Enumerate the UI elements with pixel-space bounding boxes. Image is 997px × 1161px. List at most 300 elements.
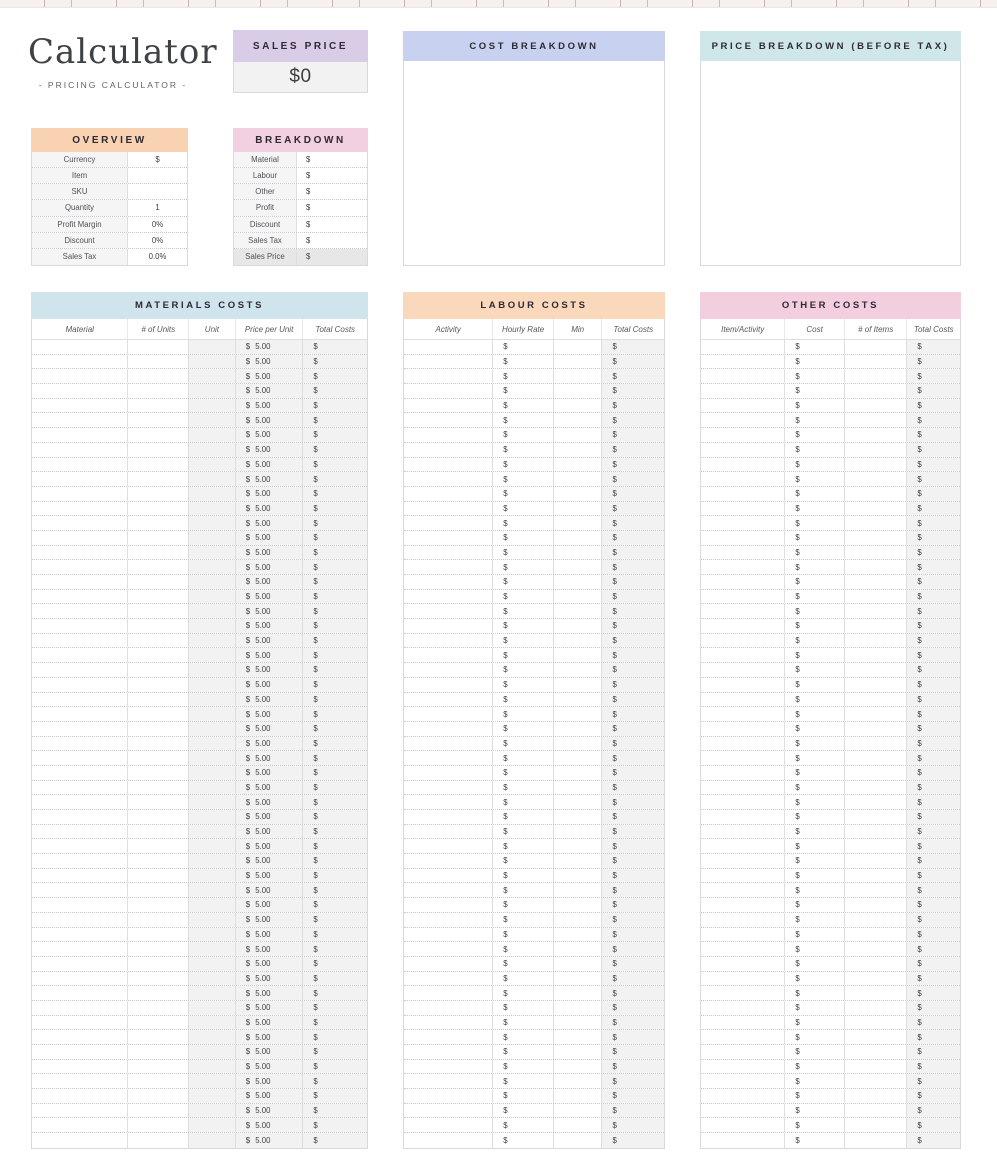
cell-price-per-unit[interactable]: $ 5.00 <box>236 355 304 369</box>
cell-cost[interactable]: $ <box>785 751 845 765</box>
cell-of-items[interactable] <box>845 1089 908 1103</box>
cell-of-items[interactable] <box>845 810 908 824</box>
cell-item-activity[interactable] <box>701 722 785 736</box>
cell-price-per-unit[interactable]: $ 5.00 <box>236 942 304 956</box>
cell-activity[interactable] <box>404 781 493 795</box>
cell-of-items[interactable] <box>845 839 908 853</box>
cell-price-per-unit[interactable]: $ 5.00 <box>236 340 304 354</box>
cell-cost[interactable]: $ <box>785 1030 845 1044</box>
cell-total-costs[interactable]: $ <box>907 1060 960 1074</box>
cell-material[interactable] <box>32 751 128 765</box>
cell-of-items[interactable] <box>845 854 908 868</box>
cell-of-items[interactable] <box>845 781 908 795</box>
cell-total-costs[interactable]: $ <box>907 986 960 1000</box>
cell-material[interactable] <box>32 869 128 883</box>
cell-item-activity[interactable] <box>701 575 785 589</box>
cell-cost[interactable]: $ <box>785 560 845 574</box>
cell-hourly-rate[interactable]: $ <box>493 942 554 956</box>
cell-item-activity[interactable] <box>701 883 785 897</box>
cell-activity[interactable] <box>404 957 493 971</box>
cell-hourly-rate[interactable]: $ <box>493 722 554 736</box>
cell-of-units[interactable] <box>128 1001 189 1015</box>
cell-of-items[interactable] <box>845 413 908 427</box>
cell-min[interactable] <box>554 502 603 516</box>
cell-total-costs[interactable]: $ <box>907 1016 960 1030</box>
cell-total-costs[interactable]: $ <box>303 428 367 442</box>
cell-unit[interactable] <box>189 634 236 648</box>
cell-item-activity[interactable] <box>701 619 785 633</box>
cell-hourly-rate[interactable]: $ <box>493 854 554 868</box>
cell-of-units[interactable] <box>128 604 189 618</box>
cell-material[interactable] <box>32 546 128 560</box>
cell-total-costs[interactable]: $ <box>907 810 960 824</box>
cell-activity[interactable] <box>404 369 493 383</box>
cell-price-per-unit[interactable]: $ 5.00 <box>236 898 304 912</box>
cell-total-costs[interactable]: $ <box>602 839 664 853</box>
cell-hourly-rate[interactable]: $ <box>493 898 554 912</box>
cell-total-costs[interactable]: $ <box>602 546 664 560</box>
sales-price-value-cell[interactable]: $0 <box>233 62 368 93</box>
cell-price-per-unit[interactable]: $ 5.00 <box>236 575 304 589</box>
cell-total-costs[interactable]: $ <box>602 1118 664 1132</box>
cell-hourly-rate[interactable]: $ <box>493 972 554 986</box>
cell-hourly-rate[interactable]: $ <box>493 1045 554 1059</box>
cell-min[interactable] <box>554 458 603 472</box>
cell-material[interactable] <box>32 678 128 692</box>
cell-activity[interactable] <box>404 648 493 662</box>
cell-item-activity[interactable] <box>701 839 785 853</box>
cell-of-units[interactable] <box>128 472 189 486</box>
cell-of-units[interactable] <box>128 458 189 472</box>
cell-activity[interactable] <box>404 619 493 633</box>
cell-unit[interactable] <box>189 1060 236 1074</box>
cell-item-activity[interactable] <box>701 810 785 824</box>
cell-of-units[interactable] <box>128 590 189 604</box>
cell-activity[interactable] <box>404 928 493 942</box>
cell-activity[interactable] <box>404 693 493 707</box>
cell-cost[interactable]: $ <box>785 619 845 633</box>
cell-unit[interactable] <box>189 1074 236 1088</box>
cell-cost[interactable]: $ <box>785 355 845 369</box>
cell-material[interactable] <box>32 428 128 442</box>
cell-min[interactable] <box>554 693 603 707</box>
cell-total-costs[interactable]: $ <box>602 707 664 721</box>
cell-total-costs[interactable]: $ <box>303 516 367 530</box>
cell-total-costs[interactable]: $ <box>907 972 960 986</box>
cell-hourly-rate[interactable]: $ <box>493 839 554 853</box>
cell-cost[interactable]: $ <box>785 413 845 427</box>
cell-item-activity[interactable] <box>701 590 785 604</box>
cell-of-items[interactable] <box>845 1001 908 1015</box>
cell-total-costs[interactable]: $ <box>602 972 664 986</box>
cell-of-units[interactable] <box>128 693 189 707</box>
cell-of-items[interactable] <box>845 1030 908 1044</box>
cell-total-costs[interactable]: $ <box>907 678 960 692</box>
cell-of-items[interactable] <box>845 1074 908 1088</box>
cell-total-costs[interactable]: $ <box>303 443 367 457</box>
cell-cost[interactable]: $ <box>785 957 845 971</box>
cell-of-items[interactable] <box>845 340 908 354</box>
cell-min[interactable] <box>554 737 603 751</box>
cell-total-costs[interactable]: $ <box>907 898 960 912</box>
cell-total-costs[interactable]: $ <box>907 854 960 868</box>
cell-unit[interactable] <box>189 839 236 853</box>
cell-min[interactable] <box>554 634 603 648</box>
cell-cost[interactable]: $ <box>785 795 845 809</box>
cell-min[interactable] <box>554 839 603 853</box>
cell-total-costs[interactable]: $ <box>907 355 960 369</box>
cell-of-items[interactable] <box>845 458 908 472</box>
cell-hourly-rate[interactable]: $ <box>493 795 554 809</box>
cell-activity[interactable] <box>404 516 493 530</box>
cell-price-per-unit[interactable]: $ 5.00 <box>236 722 304 736</box>
cell-activity[interactable] <box>404 1104 493 1118</box>
cell-unit[interactable] <box>189 428 236 442</box>
cell-material[interactable] <box>32 825 128 839</box>
cell-activity[interactable] <box>404 678 493 692</box>
cell-hourly-rate[interactable]: $ <box>493 1104 554 1118</box>
cell-of-items[interactable] <box>845 986 908 1000</box>
cell-of-units[interactable] <box>128 663 189 677</box>
cell-hourly-rate[interactable]: $ <box>493 428 554 442</box>
cell-material[interactable] <box>32 1001 128 1015</box>
cell-material[interactable] <box>32 1016 128 1030</box>
cell-price-per-unit[interactable]: $ 5.00 <box>236 1074 304 1088</box>
cell-min[interactable] <box>554 428 603 442</box>
cell-unit[interactable] <box>189 1030 236 1044</box>
cell-cost[interactable]: $ <box>785 854 845 868</box>
cell-cost[interactable]: $ <box>785 648 845 662</box>
cell-min[interactable] <box>554 531 603 545</box>
cell-of-units[interactable] <box>128 722 189 736</box>
cell-activity[interactable] <box>404 502 493 516</box>
cell-price-per-unit[interactable]: $ 5.00 <box>236 737 304 751</box>
cell-of-items[interactable] <box>845 619 908 633</box>
cell-material[interactable] <box>32 766 128 780</box>
cell-cost[interactable]: $ <box>785 1089 845 1103</box>
cell-of-units[interactable] <box>128 737 189 751</box>
cell-unit[interactable] <box>189 472 236 486</box>
cell-unit[interactable] <box>189 560 236 574</box>
cell-material[interactable] <box>32 1030 128 1044</box>
cell-total-costs[interactable]: $ <box>602 957 664 971</box>
cell-total-costs[interactable]: $ <box>602 898 664 912</box>
cell-price-per-unit[interactable]: $ 5.00 <box>236 1118 304 1132</box>
cell-activity[interactable] <box>404 825 493 839</box>
cell-cost[interactable]: $ <box>785 531 845 545</box>
cell-price-per-unit[interactable]: $ 5.00 <box>236 1133 304 1148</box>
cell-unit[interactable] <box>189 487 236 501</box>
cell-hourly-rate[interactable]: $ <box>493 413 554 427</box>
cell-material[interactable] <box>32 1089 128 1103</box>
cell-material[interactable] <box>32 839 128 853</box>
cell-total-costs[interactable]: $ <box>303 737 367 751</box>
cell-total-costs[interactable]: $ <box>907 634 960 648</box>
cell-hourly-rate[interactable]: $ <box>493 355 554 369</box>
cell-item-activity[interactable] <box>701 663 785 677</box>
cell-cost[interactable]: $ <box>785 928 845 942</box>
cell-price-per-unit[interactable]: $ 5.00 <box>236 1001 304 1015</box>
cell-activity[interactable] <box>404 663 493 677</box>
cell-total-costs[interactable]: $ <box>602 1060 664 1074</box>
cell-of-units[interactable] <box>128 369 189 383</box>
cell-material[interactable] <box>32 883 128 897</box>
cell-unit[interactable] <box>189 722 236 736</box>
cell-total-costs[interactable]: $ <box>602 399 664 413</box>
cell-activity[interactable] <box>404 751 493 765</box>
cell-of-items[interactable] <box>845 1016 908 1030</box>
cell-min[interactable] <box>554 1045 603 1059</box>
cell-cost[interactable]: $ <box>785 942 845 956</box>
cell-of-units[interactable] <box>128 810 189 824</box>
cell-total-costs[interactable]: $ <box>907 928 960 942</box>
cell-activity[interactable] <box>404 722 493 736</box>
cell-hourly-rate[interactable]: $ <box>493 590 554 604</box>
cell-min[interactable] <box>554 722 603 736</box>
cell-of-items[interactable] <box>845 928 908 942</box>
cell-price-per-unit[interactable]: $ 5.00 <box>236 428 304 442</box>
cell-of-units[interactable] <box>128 795 189 809</box>
cell-total-costs[interactable]: $ <box>602 560 664 574</box>
cell-cost[interactable]: $ <box>785 575 845 589</box>
cell-total-costs[interactable]: $ <box>602 443 664 457</box>
cell-hourly-rate[interactable]: $ <box>493 634 554 648</box>
cell-material[interactable] <box>32 942 128 956</box>
cell-hourly-rate[interactable]: $ <box>493 546 554 560</box>
cell-total-costs[interactable]: $ <box>602 928 664 942</box>
cell-item-activity[interactable] <box>701 1045 785 1059</box>
cell-min[interactable] <box>554 1074 603 1088</box>
cell-of-units[interactable] <box>128 1118 189 1132</box>
cell-total-costs[interactable]: $ <box>303 678 367 692</box>
cell-total-costs[interactable]: $ <box>602 795 664 809</box>
cell-cost[interactable]: $ <box>785 810 845 824</box>
cell-total-costs[interactable]: $ <box>303 1060 367 1074</box>
cell-unit[interactable] <box>189 693 236 707</box>
cell-hourly-rate[interactable]: $ <box>493 502 554 516</box>
cell-item-activity[interactable] <box>701 1104 785 1118</box>
cell-of-units[interactable] <box>128 751 189 765</box>
cell-hourly-rate[interactable]: $ <box>493 663 554 677</box>
cell-item-activity[interactable] <box>701 634 785 648</box>
cell-of-items[interactable] <box>845 590 908 604</box>
cell-total-costs[interactable]: $ <box>602 369 664 383</box>
cell-unit[interactable] <box>189 1045 236 1059</box>
cell-cost[interactable]: $ <box>785 384 845 398</box>
cell-min[interactable] <box>554 928 603 942</box>
cell-of-units[interactable] <box>128 487 189 501</box>
cell-total-costs[interactable]: $ <box>602 883 664 897</box>
cell-unit[interactable] <box>189 751 236 765</box>
cell-min[interactable] <box>554 869 603 883</box>
cell-hourly-rate[interactable]: $ <box>493 913 554 927</box>
cell-total-costs[interactable]: $ <box>303 825 367 839</box>
cell-price-per-unit[interactable]: $ 5.00 <box>236 781 304 795</box>
cell-unit[interactable] <box>189 707 236 721</box>
cell-of-items[interactable] <box>845 546 908 560</box>
cell-total-costs[interactable]: $ <box>303 883 367 897</box>
cell-total-costs[interactable]: $ <box>907 472 960 486</box>
cell-total-costs[interactable]: $ <box>907 1001 960 1015</box>
cell-hourly-rate[interactable]: $ <box>493 369 554 383</box>
cell-total-costs[interactable]: $ <box>907 516 960 530</box>
cell-material[interactable] <box>32 1060 128 1074</box>
cell-price-per-unit[interactable]: $ 5.00 <box>236 825 304 839</box>
cell-unit[interactable] <box>189 531 236 545</box>
cell-total-costs[interactable]: $ <box>303 766 367 780</box>
cell-activity[interactable] <box>404 575 493 589</box>
cell-cost[interactable]: $ <box>785 986 845 1000</box>
cell-of-units[interactable] <box>128 1060 189 1074</box>
cell-of-units[interactable] <box>128 1104 189 1118</box>
cell-of-units[interactable] <box>128 560 189 574</box>
cell-item-activity[interactable] <box>701 957 785 971</box>
cell-total-costs[interactable]: $ <box>602 531 664 545</box>
cell-min[interactable] <box>554 369 603 383</box>
cell-total-costs[interactable]: $ <box>303 972 367 986</box>
cell-material[interactable] <box>32 619 128 633</box>
cell-material[interactable] <box>32 1104 128 1118</box>
cell-total-costs[interactable]: $ <box>907 340 960 354</box>
cell-min[interactable] <box>554 648 603 662</box>
cell-item-activity[interactable] <box>701 648 785 662</box>
cell-total-costs[interactable]: $ <box>602 781 664 795</box>
cell-price-per-unit[interactable]: $ 5.00 <box>236 1030 304 1044</box>
cell-material[interactable] <box>32 854 128 868</box>
cell-total-costs[interactable]: $ <box>303 869 367 883</box>
cell-min[interactable] <box>554 986 603 1000</box>
cell-material[interactable] <box>32 1133 128 1148</box>
cell-total-costs[interactable]: $ <box>303 839 367 853</box>
cell-total-costs[interactable]: $ <box>303 458 367 472</box>
cell-total-costs[interactable]: $ <box>303 619 367 633</box>
cell-total-costs[interactable]: $ <box>303 1030 367 1044</box>
cell-of-units[interactable] <box>128 678 189 692</box>
cell-min[interactable] <box>554 487 603 501</box>
cell-material[interactable] <box>32 737 128 751</box>
cell-unit[interactable] <box>189 648 236 662</box>
cell-min[interactable] <box>554 590 603 604</box>
cell-item-activity[interactable] <box>701 1133 785 1148</box>
cell-of-items[interactable] <box>845 898 908 912</box>
cell-total-costs[interactable]: $ <box>303 751 367 765</box>
cell-total-costs[interactable]: $ <box>303 810 367 824</box>
cell-total-costs[interactable]: $ <box>303 413 367 427</box>
cell-hourly-rate[interactable]: $ <box>493 472 554 486</box>
cell-min[interactable] <box>554 678 603 692</box>
cell-price-per-unit[interactable]: $ 5.00 <box>236 384 304 398</box>
cell-price-per-unit[interactable]: $ 5.00 <box>236 604 304 618</box>
cell-total-costs[interactable]: $ <box>602 869 664 883</box>
cell-total-costs[interactable]: $ <box>602 575 664 589</box>
cell-hourly-rate[interactable]: $ <box>493 693 554 707</box>
cell-unit[interactable] <box>189 590 236 604</box>
cell-cost[interactable]: $ <box>785 839 845 853</box>
cell-total-costs[interactable]: $ <box>907 531 960 545</box>
cell-cost[interactable]: $ <box>785 458 845 472</box>
cell-of-units[interactable] <box>128 898 189 912</box>
cell-unit[interactable] <box>189 355 236 369</box>
cell-material[interactable] <box>32 355 128 369</box>
cell-item-activity[interactable] <box>701 413 785 427</box>
cell-item-activity[interactable] <box>701 384 785 398</box>
cell-material[interactable] <box>32 443 128 457</box>
cell-hourly-rate[interactable]: $ <box>493 928 554 942</box>
cell-min[interactable] <box>554 854 603 868</box>
cell-material[interactable] <box>32 487 128 501</box>
cell-of-units[interactable] <box>128 443 189 457</box>
row-value-cell[interactable]: $ <box>306 155 311 165</box>
cell-activity[interactable] <box>404 340 493 354</box>
cell-item-activity[interactable] <box>701 604 785 618</box>
cell-item-activity[interactable] <box>701 1060 785 1074</box>
cell-price-per-unit[interactable]: $ 5.00 <box>236 619 304 633</box>
cell-cost[interactable]: $ <box>785 825 845 839</box>
cell-total-costs[interactable]: $ <box>907 1089 960 1103</box>
cell-total-costs[interactable]: $ <box>907 384 960 398</box>
cell-material[interactable] <box>32 384 128 398</box>
cell-material[interactable] <box>32 913 128 927</box>
cell-hourly-rate[interactable]: $ <box>493 1089 554 1103</box>
cell-total-costs[interactable]: $ <box>303 1074 367 1088</box>
cell-unit[interactable] <box>189 413 236 427</box>
cell-min[interactable] <box>554 1016 603 1030</box>
cell-item-activity[interactable] <box>701 1089 785 1103</box>
cell-unit[interactable] <box>189 384 236 398</box>
cell-unit[interactable] <box>189 1001 236 1015</box>
cell-total-costs[interactable]: $ <box>303 693 367 707</box>
cell-of-items[interactable] <box>845 737 908 751</box>
cell-total-costs[interactable]: $ <box>303 1001 367 1015</box>
cell-total-costs[interactable]: $ <box>907 1118 960 1132</box>
cell-unit[interactable] <box>189 942 236 956</box>
cell-total-costs[interactable]: $ <box>303 957 367 971</box>
cell-total-costs[interactable]: $ <box>907 957 960 971</box>
cell-min[interactable] <box>554 825 603 839</box>
cell-min[interactable] <box>554 1001 603 1015</box>
cell-total-costs[interactable]: $ <box>602 1030 664 1044</box>
cell-total-costs[interactable]: $ <box>907 1045 960 1059</box>
cell-activity[interactable] <box>404 634 493 648</box>
cell-of-units[interactable] <box>128 648 189 662</box>
cell-of-items[interactable] <box>845 663 908 677</box>
cell-min[interactable] <box>554 781 603 795</box>
cell-total-costs[interactable]: $ <box>907 913 960 927</box>
cell-total-costs[interactable]: $ <box>602 722 664 736</box>
cell-of-items[interactable] <box>845 883 908 897</box>
cell-hourly-rate[interactable]: $ <box>493 1060 554 1074</box>
cell-price-per-unit[interactable]: $ 5.00 <box>236 1045 304 1059</box>
cell-price-per-unit[interactable]: $ 5.00 <box>236 590 304 604</box>
cell-unit[interactable] <box>189 340 236 354</box>
cell-hourly-rate[interactable]: $ <box>493 604 554 618</box>
cell-min[interactable] <box>554 516 603 530</box>
cell-min[interactable] <box>554 957 603 971</box>
cell-price-per-unit[interactable]: $ 5.00 <box>236 472 304 486</box>
cell-total-costs[interactable]: $ <box>602 604 664 618</box>
cell-price-per-unit[interactable]: $ 5.00 <box>236 443 304 457</box>
cell-activity[interactable] <box>404 1016 493 1030</box>
row-value-cell[interactable]: $ <box>297 249 367 265</box>
cell-item-activity[interactable] <box>701 560 785 574</box>
cell-min[interactable] <box>554 766 603 780</box>
row-value-cell[interactable]: $ <box>306 203 311 213</box>
cell-total-costs[interactable]: $ <box>303 942 367 956</box>
cell-price-per-unit[interactable]: $ 5.00 <box>236 663 304 677</box>
cell-total-costs[interactable]: $ <box>303 502 367 516</box>
cell-min[interactable] <box>554 560 603 574</box>
cell-of-items[interactable] <box>845 1060 908 1074</box>
